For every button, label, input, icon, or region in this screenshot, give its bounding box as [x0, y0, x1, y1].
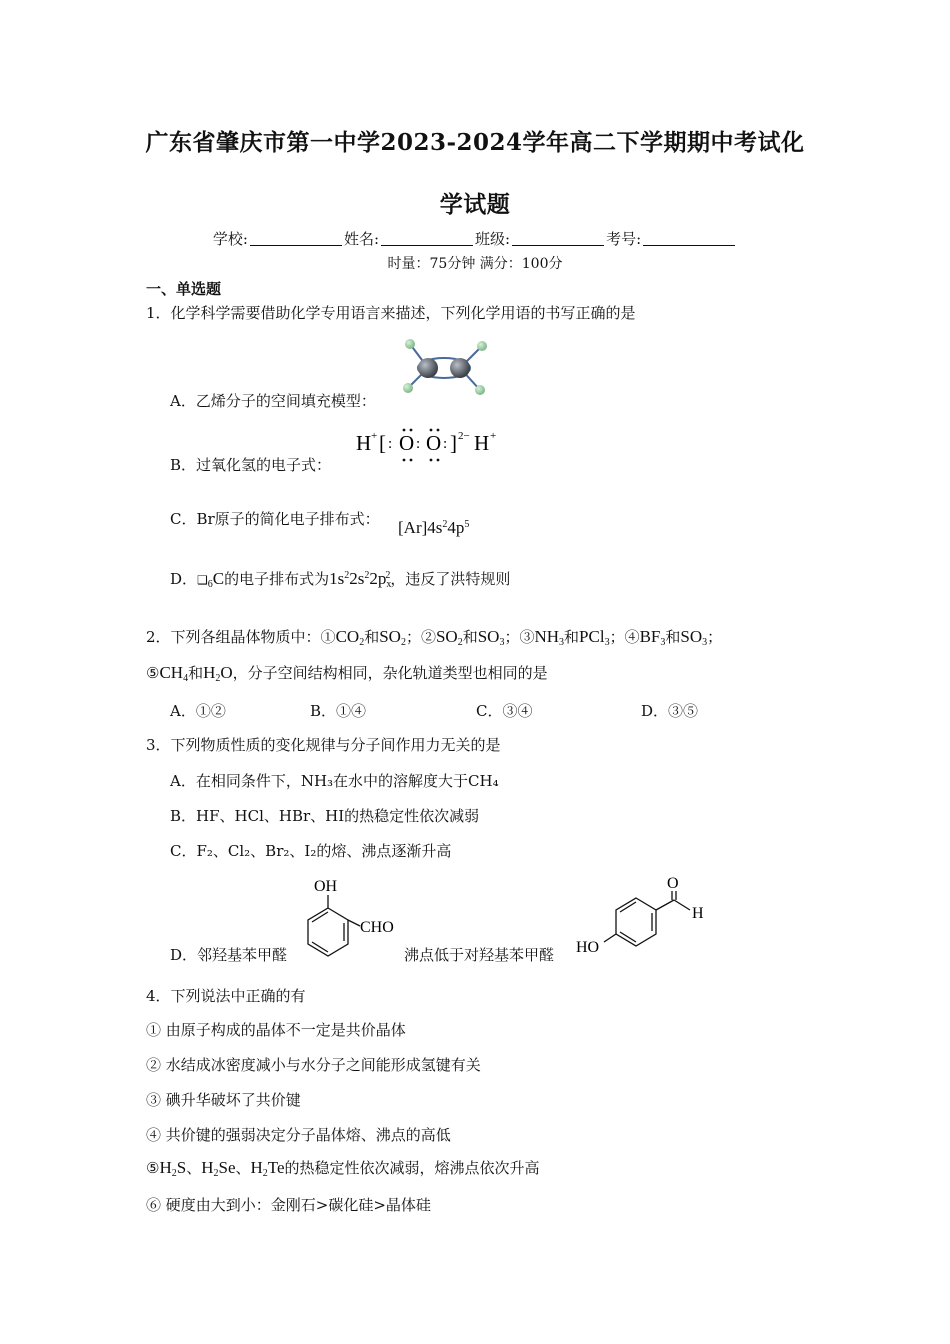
q1-d-mid: 的电子排布式为 [224, 570, 330, 588]
q2-option-a: A．①② [170, 702, 226, 720]
q1-option-c: C．Br原子的简化电子排布式： [170, 510, 380, 528]
svg-text:+: + [490, 430, 497, 442]
q4-item-1: ① 由原子构成的晶体不一定是共价晶体 [146, 1021, 406, 1039]
q3-option-d-part1: D．邻羟基苯甲醛 [170, 946, 288, 964]
svg-text:O: O [667, 875, 679, 892]
svg-text:O: O [426, 431, 442, 455]
q2-stem-line-2 [146, 662, 548, 684]
svg-text:2−: 2− [458, 430, 470, 442]
class-label: 班级: [475, 230, 511, 248]
svg-text:CHO: CHO [360, 919, 394, 936]
q2-stem-line-1 [146, 626, 722, 648]
q2-stem-prefix: 2．下列各组晶体物质中： [146, 628, 321, 646]
q2-option-c: C．③④ [476, 702, 533, 720]
q3-option-b: B．HF、HCl、HBr、HI的热稳定性依次减弱 [170, 807, 480, 825]
svg-text:H: H [474, 431, 490, 455]
br-configuration-formula: $[Ar]4s^24p^5$ [398, 518, 470, 537]
student-info-row [0, 228, 950, 249]
q1-option-d [170, 568, 510, 590]
q1-d-prefix: D． [170, 570, 198, 588]
para-hydroxybenzaldehyde-structure [574, 872, 714, 956]
q4-item-5 [146, 1157, 540, 1179]
school-label: 学校: [212, 230, 248, 248]
q2-groups-formulas: $①CO_2$和$SO_2$；$②SO_2$和$SO_3$；$③NH_3$和PCl$_3$；$④BF_3$和$SO_3$； [320, 627, 723, 648]
q3-option-a: A．在相同条件下，NH₃在水中的溶解度大于CH₄ [170, 772, 499, 790]
q4-item-4: ④ 共价键的强弱决定分子晶体熔、沸点的高低 [146, 1126, 451, 1144]
svg-text:[: [ [379, 431, 386, 455]
q2-option-d: D．③⑤ [641, 702, 699, 720]
svg-text:O: O [399, 431, 415, 455]
number-blank[interactable] [643, 231, 735, 246]
svg-text:OH: OH [314, 878, 338, 895]
h2o2-electron-formula [354, 424, 514, 464]
checkbox-icon: ❑ [197, 573, 208, 587]
q2-option-b: B．①④ [310, 702, 367, 720]
name-blank[interactable] [381, 231, 473, 246]
title-line-2: 学试题 [439, 191, 511, 218]
ortho-hydroxybenzaldehyde-structure [296, 874, 406, 964]
section-heading: 一、单选题 [146, 280, 222, 298]
q4-stem: 4．下列说法中正确的有 [146, 987, 306, 1005]
q2-stem-suffix: ，分子空间结构相同，杂化轨道类型也相同的是 [232, 664, 548, 682]
svg-text:HO: HO [576, 939, 600, 956]
q3-stem: 3．下列物质性质的变化规律与分子间作用力无关的是 [146, 736, 501, 754]
q4-item-6: ⑥ 硬度由大到小：金刚石>碳化硅>晶体硅 [146, 1196, 431, 1214]
carbon-configuration-formula: $1s^22s^22p_x^2$ [329, 569, 392, 590]
q1-option-a: A．乙烯分子的空间填充模型： [170, 392, 376, 410]
q3-option-c: C．F₂、Cl₂、Br₂、I₂的熔、沸点逐渐升高 [170, 842, 452, 860]
q2-group5-formula: $⑤CH_4$和$H_2O$ [146, 663, 233, 684]
school-blank[interactable] [250, 231, 342, 246]
name-label: 姓名: [343, 230, 379, 248]
q4-item-2: ② 水结成冰密度减小与水分子之间能形成氢键有关 [146, 1056, 481, 1074]
q4-item-5-formulas: $⑤H_2S$、$H_2Se$、$H_2Te$ [146, 1158, 285, 1179]
title-line-1: 广东省肇庆市第一中学2023-2024学年高二下学期期中考试化 [145, 129, 805, 156]
class-blank[interactable] [512, 231, 604, 246]
svg-text::: : [416, 436, 421, 452]
q1-d-suffix: ，违反了洪特规则 [390, 570, 511, 588]
exam-info: 时量：75分钟 满分：100分 [387, 256, 563, 272]
q4-item-3: ③ 碘升华破坏了共价键 [146, 1091, 301, 1109]
svg-text:H: H [692, 905, 704, 922]
svg-text:+: + [371, 430, 378, 442]
ethylene-model-image [398, 336, 494, 400]
number-label: 考号: [606, 230, 642, 248]
svg-text:]: ] [450, 431, 457, 455]
svg-text::: : [443, 436, 448, 452]
q4-item-5-text: 的热稳定性依次减弱，熔沸点依次升高 [284, 1159, 540, 1177]
carbon-symbol: $_6$C [207, 569, 225, 590]
q3-option-d-part2: 沸点低于对羟基苯甲醛 [404, 946, 555, 964]
q1-stem: 1．化学科学需要借助化学专用语言来描述，下列化学用语的书写正确的是 [146, 304, 636, 322]
q1-option-b: B．过氧化氢的电子式： [170, 456, 332, 474]
svg-text:H: H [356, 431, 372, 455]
svg-text::: : [388, 436, 393, 452]
